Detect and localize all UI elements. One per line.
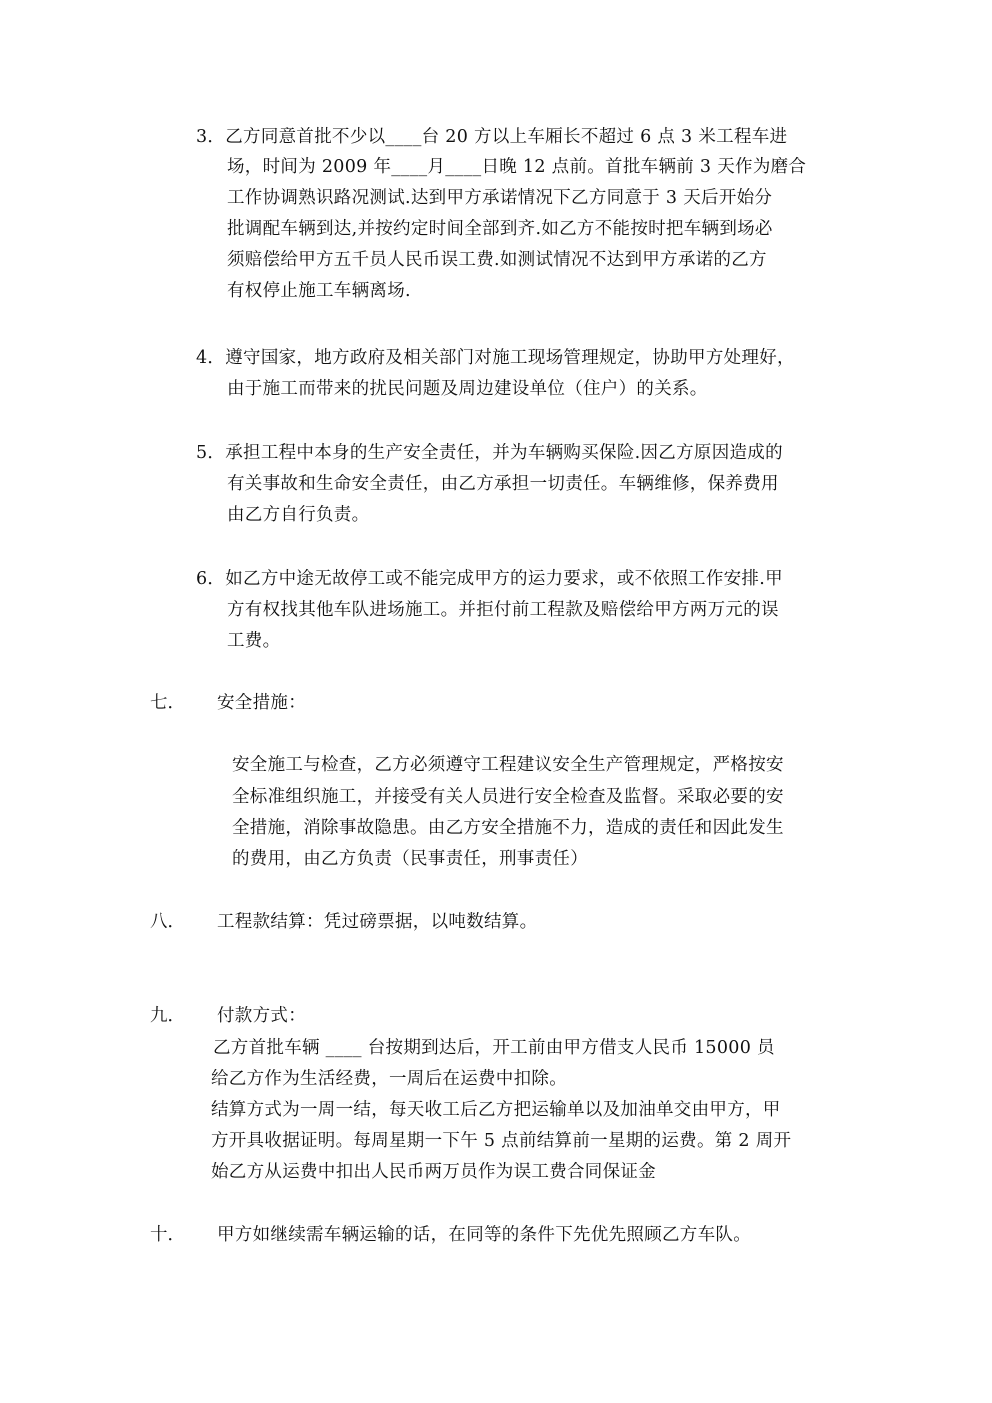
- item-3-line-1: 3．乙方同意首批不少以____台 20 方以上车厢长不超过 6 点 3 米工程车进: [196, 127, 788, 147]
- item-4-line-2: 由于施工而带来的扰民问题及周边建设单位（住户）的关系。: [227, 379, 708, 399]
- item-6-line-2: 方有权找其他车队进场施工。并拒付前工程款及赔偿给甲方两万元的误: [227, 600, 779, 620]
- item-5-line-1: 5．承担工程中本身的生产安全责任，并为车辆购买保险.因乙方原因造成的: [196, 443, 783, 463]
- item-6-line-3: 工费。: [227, 631, 281, 651]
- section-7-title: 安全措施：: [217, 693, 306, 713]
- item-5-line-3: 由乙方自行负责。: [227, 505, 370, 525]
- section-7-number: 七．: [150, 693, 185, 713]
- section-8-title: 工程款结算：凭过磅票据，以吨数结算。: [217, 912, 538, 932]
- section-9-body-line-2: 给乙方作为生活经费，一周后在运费中扣除。: [211, 1069, 567, 1089]
- section-7-body-line-4: 的费用，由乙方负责（民事责任，刑事责任）: [232, 849, 588, 869]
- item-3-line-6: 有权停止施工车辆离场.: [227, 281, 411, 301]
- item-3-line-5: 须赔偿给甲方五千员人民币误工费.如测试情况不达到甲方承诺的乙方: [227, 250, 767, 270]
- item-3-line-2: 场，时间为 2009 年____月____日晚 12 点前。首批车辆前 3 天作为磨合: [227, 157, 807, 177]
- section-9-body-line-5: 始乙方从运费中扣出人民币两万员作为误工费合同保证金: [211, 1162, 656, 1182]
- section-8-number: 八．: [150, 912, 185, 932]
- section-9-body-line-3: 结算方式为一周一结，每天收工后乙方把运输单以及加油单交由甲方，甲: [211, 1100, 781, 1120]
- section-9-number: 九．: [150, 1006, 185, 1026]
- section-9-body-line-4: 方开具收据证明。每周星期一下午 5 点前结算前一星期的运费。第 2 周开: [211, 1131, 792, 1151]
- section-7-body-line-3: 全措施，消除事故隐患。由乙方安全措施不力，造成的责任和因此发生: [232, 818, 784, 838]
- item-3-line-3: 工作协调熟识路况测试.达到甲方承诺情况下乙方同意于 3 天后开始分: [227, 188, 773, 208]
- item-4-line-1: 4．遵守国家，地方政府及相关部门对施工现场管理规定，协助甲方处理好，: [196, 348, 795, 368]
- section-10-number: 十．: [150, 1225, 185, 1245]
- section-9-title: 付款方式：: [217, 1006, 306, 1026]
- item-3-line-4: 批调配车辆到达,并按约定时间全部到齐.如乙方不能按时把车辆到场必: [227, 219, 773, 239]
- item-5-line-2: 有关事故和生命安全责任，由乙方承担一切责任。车辆维修，保养费用: [227, 474, 779, 494]
- section-7-body-line-1: 安全施工与检查，乙方必须遵守工程建议安全生产管理规定，严格按安: [232, 755, 784, 775]
- section-7-body-line-2: 全标准组织施工，并接受有关人员进行安全检查及监督。采取必要的安: [232, 787, 784, 807]
- section-9-body-line-1: 乙方首批车辆 ____ 台按期到达后，开工前由甲方借支人民币 15000 员: [213, 1038, 775, 1058]
- item-6-line-1: 6．如乙方中途无故停工或不能完成甲方的运力要求，或不依照工作安排.甲: [196, 569, 783, 589]
- section-10-title: 甲方如继续需车辆运输的话，在同等的条件下先优先照顾乙方车队。: [217, 1225, 751, 1245]
